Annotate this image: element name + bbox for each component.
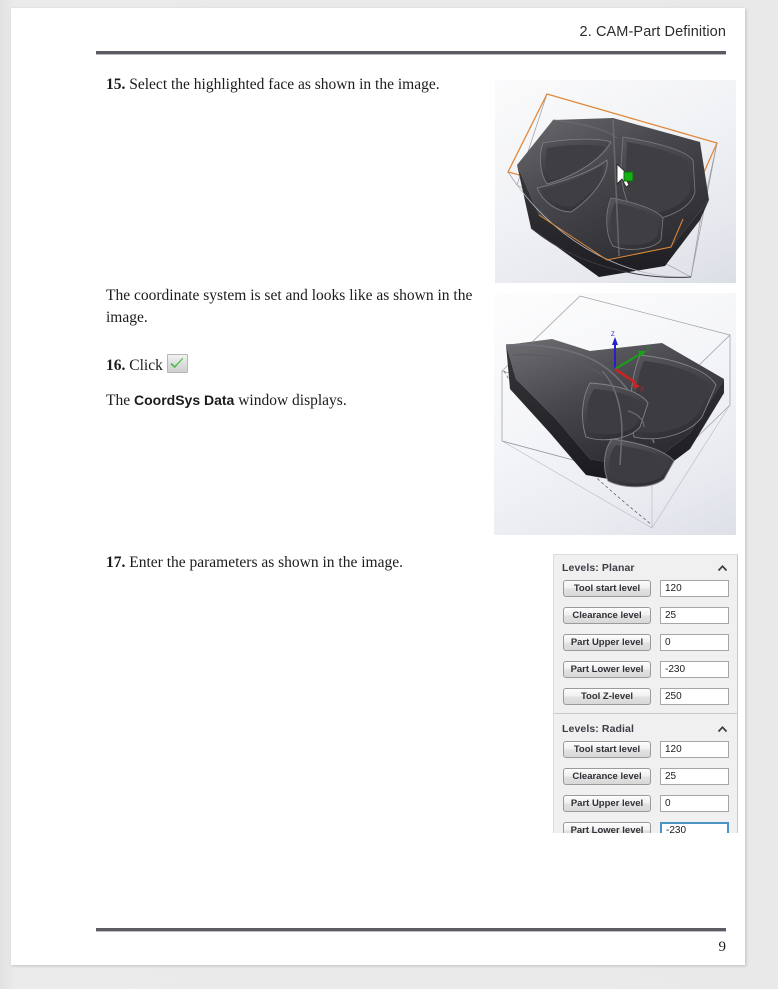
tool-start-level-input-radial[interactable]: [660, 741, 729, 758]
tool-start-level-button-radial[interactable]: Tool start level: [563, 741, 651, 758]
clearance-level-button-radial[interactable]: Clearance level: [563, 768, 651, 785]
clearance-level-input-radial[interactable]: [660, 768, 729, 785]
table-row: [554, 736, 737, 763]
clearance-level-input-planar[interactable]: [660, 607, 729, 624]
step-15-number: 15.: [106, 76, 126, 93]
page-header: [96, 23, 726, 41]
step-17-paragraph: [106, 552, 486, 574]
coordsys-prefix: The: [106, 392, 134, 409]
tool-z-level-button-planar[interactable]: Tool Z-level: [563, 688, 651, 705]
levels-planar-title: Levels: Planar: [562, 562, 635, 574]
part-lower-level-button-planar[interactable]: Part Lower level: [563, 661, 651, 678]
header-title: 2. CAM-Part Definition: [579, 24, 726, 40]
part-upper-level-button-radial[interactable]: Part Upper level: [563, 795, 651, 812]
coordinate-system-paragraph: The coordinate system is set and looks like as shown in the image.: [106, 287, 473, 326]
cad-image-highlighted-face: [495, 80, 736, 283]
cad-image-coordinate-system: [494, 293, 736, 535]
svg-text:X: X: [640, 387, 645, 393]
levels-radial-header[interactable]: [554, 713, 737, 736]
green-check-icon[interactable]: [167, 354, 188, 373]
part-lower-level-input-planar[interactable]: [660, 661, 729, 678]
coordsys-data-paragraph: [106, 390, 486, 412]
coordsys-suffix: window displays.: [234, 392, 347, 409]
part-upper-level-input-radial[interactable]: [660, 795, 729, 812]
levels-planar-header[interactable]: [554, 555, 737, 575]
levels-radial-title: Levels: Radial: [562, 723, 635, 735]
part-upper-level-button-planar[interactable]: Part Upper level: [563, 634, 651, 651]
page-content: [96, 63, 736, 923]
part-lower-level-input-radial[interactable]: [660, 822, 729, 833]
step-15-paragraph: [106, 74, 486, 96]
tool-start-level-button-planar[interactable]: Tool start level: [563, 580, 651, 597]
step-16-text: Click: [129, 357, 163, 374]
chevron-up-icon[interactable]: [717, 721, 728, 730]
table-row: [554, 629, 737, 656]
table-row: [554, 790, 737, 817]
levels-radial-section: [554, 713, 737, 833]
svg-text:Y: Y: [646, 347, 651, 353]
levels-parameters-panel: [553, 554, 738, 833]
tool-z-level-input-planar[interactable]: [660, 688, 729, 705]
header-divider: [96, 51, 726, 55]
page-number: 9: [718, 939, 726, 955]
levels-planar-section: [554, 555, 737, 710]
footer-divider: [96, 928, 726, 932]
step-15-text: Select the highlighted face as shown in the image.: [129, 76, 440, 93]
table-row: [554, 575, 737, 602]
document-page: [11, 8, 745, 965]
tool-start-level-input-planar[interactable]: [660, 580, 729, 597]
table-row: [554, 656, 737, 683]
table-row: [554, 763, 737, 790]
svg-text:Z: Z: [611, 332, 615, 338]
table-row: [554, 817, 737, 833]
part-upper-level-input-planar[interactable]: [660, 634, 729, 651]
part-lower-level-button-radial[interactable]: Part Lower level: [563, 822, 651, 833]
chevron-up-icon[interactable]: [717, 560, 728, 569]
step-16-number: 16.: [106, 357, 126, 374]
step-16-paragraph: [106, 354, 486, 377]
table-row: [554, 602, 737, 629]
step-17-text: Enter the parameters as shown in the image.: [129, 554, 403, 571]
table-row: [554, 683, 737, 710]
step-17-number: 17.: [106, 554, 126, 571]
coordsys-window-name: CoordSys Data: [133, 392, 235, 408]
clearance-level-button-planar[interactable]: Clearance level: [563, 607, 651, 624]
